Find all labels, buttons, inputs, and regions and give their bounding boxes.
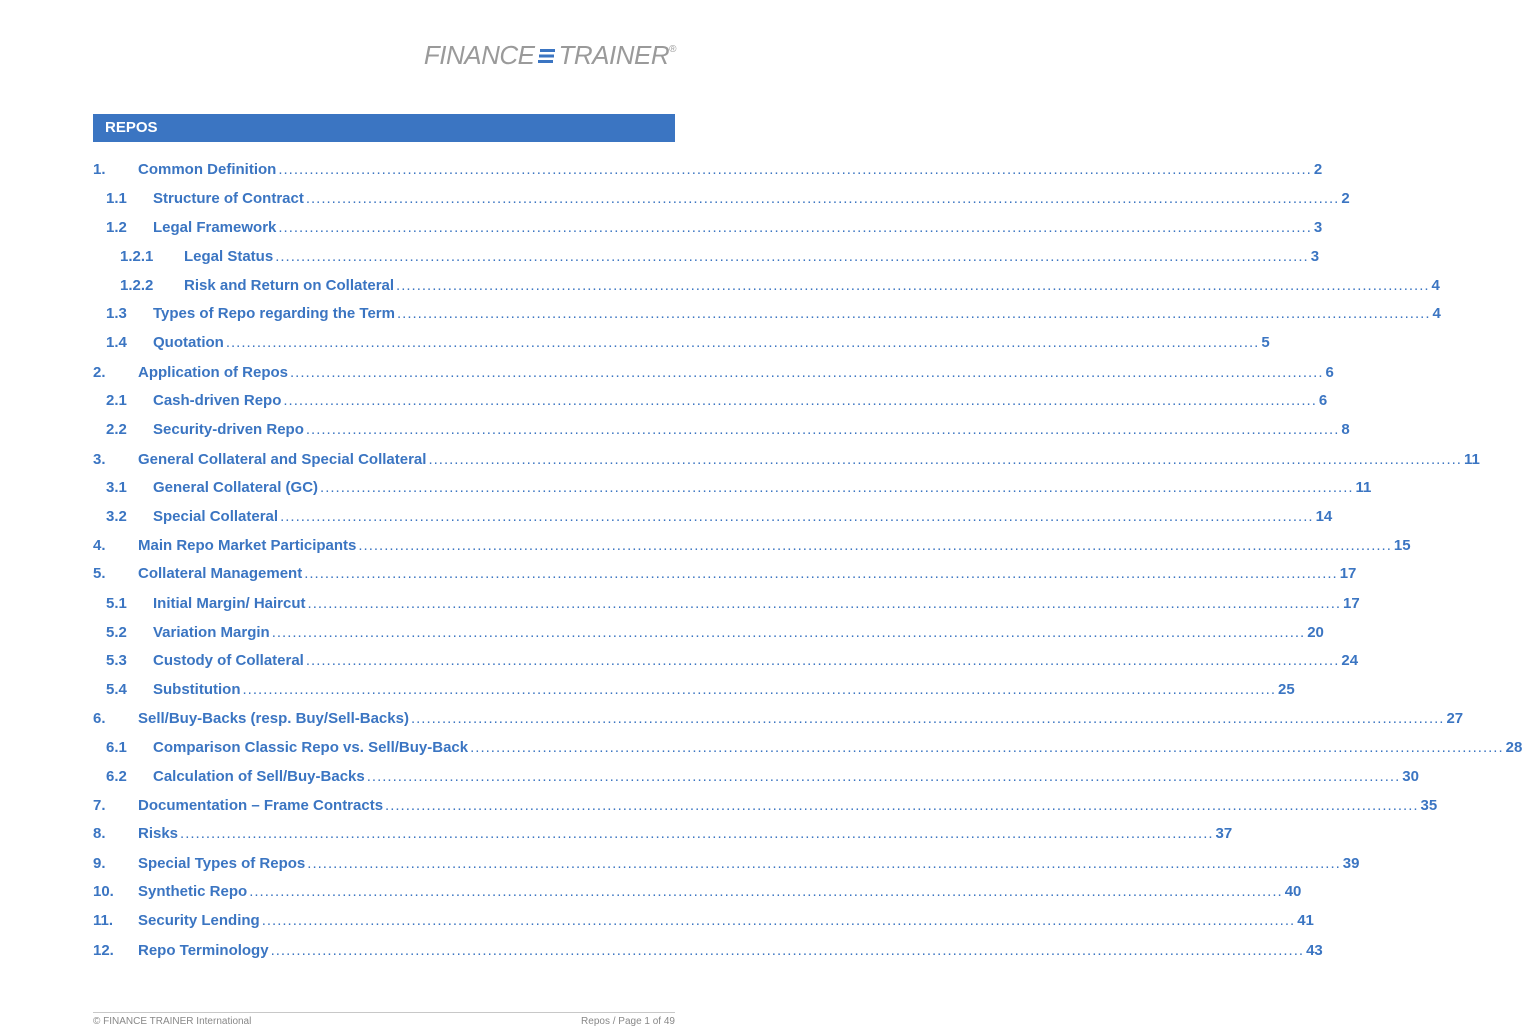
toc-entry[interactable] xyxy=(106,218,1323,238)
toc-entry-page: 2 xyxy=(1313,161,1323,178)
toc-entry-number: 2.1 xyxy=(106,392,127,409)
toc-entry-number: 5.2 xyxy=(106,624,127,641)
toc-dot-leader: ........................................................................................................................................................................................................ xyxy=(283,392,1317,409)
toc-entry-page: 24 xyxy=(1341,652,1359,669)
toc-dot-leader: ........................................................................................................................................................................................................ xyxy=(180,825,1214,842)
toc-entry-page: 4 xyxy=(1432,305,1441,322)
footer-page-number: Repos / Page 1 of 49 xyxy=(581,1016,675,1027)
toc-entry[interactable] xyxy=(106,767,1419,787)
toc-entry-page: 2 xyxy=(1341,190,1350,207)
toc-entry[interactable] xyxy=(93,709,1464,729)
toc-entry-title: Legal Status xyxy=(184,248,274,265)
toc-entry-page: 5 xyxy=(1261,334,1270,351)
toc-entry-title: Risk and Return on Collateral xyxy=(184,277,395,294)
toc-dot-leader: ........................................................................................................................................................................................................ xyxy=(242,681,1276,698)
toc-dot-leader: ........................................................................................................................................................................................................ xyxy=(307,595,1342,612)
toc-entry-title: Legal Framework xyxy=(153,219,277,236)
toc-entry-title: Structure of Contract xyxy=(153,190,304,207)
toc-entry-title: Variation Margin xyxy=(153,624,270,641)
toc-entry-number: 8. xyxy=(93,825,106,842)
toc-entry[interactable] xyxy=(93,450,1480,470)
toc-entry-title: Cash-driven Repo xyxy=(153,392,282,409)
toc-entry-title: Main Repo Market Participants xyxy=(138,537,357,554)
toc-dot-leader: ........................................................................................................................................................................................................ xyxy=(396,277,1430,294)
toc-dot-leader: ........................................................................................................................................................................................................ xyxy=(278,219,1312,236)
toc-entry[interactable] xyxy=(106,478,1372,498)
toc-dot-leader: ........................................................................................................................................................................................................ xyxy=(280,508,1314,525)
toc-entry-number: 1.1 xyxy=(106,190,127,207)
toc-entry-page: 28 xyxy=(1505,739,1522,756)
toc-entry-page: 17 xyxy=(1343,595,1360,612)
logo-registered-mark: ® xyxy=(669,44,676,55)
toc-dot-leader: ........................................................................................................................................................................................................ xyxy=(278,161,1312,178)
toc-entry[interactable] xyxy=(93,941,1323,961)
toc-dot-leader: ........................................................................................................................................................................................................ xyxy=(249,883,1283,900)
toc-entry[interactable] xyxy=(120,247,1320,267)
toc-entry-title: Custody of Collateral xyxy=(153,652,304,669)
toc-entry[interactable] xyxy=(93,854,1360,874)
toc-dot-leader: ........................................................................................................................................................................................................ xyxy=(428,451,1462,468)
toc-entry-page: 6 xyxy=(1325,364,1334,381)
toc-entry[interactable] xyxy=(106,738,1522,758)
toc-entry-number: 6.1 xyxy=(106,739,127,756)
toc-entry-page: 11 xyxy=(1355,479,1372,496)
toc-dot-leader: ........................................................................................................................................................................................................ xyxy=(304,565,1338,582)
toc-entry-number: 1.4 xyxy=(106,334,127,351)
toc-entry-page: 4 xyxy=(1431,277,1440,294)
toc-dot-leader: ........................................................................................................................................................................................................ xyxy=(225,334,1260,351)
toc-dot-leader: ........................................................................................................................................................................................................ xyxy=(305,190,1340,207)
toc-dot-leader: ........................................................................................................................................................................................................ xyxy=(305,421,1340,438)
toc-entry-page: 27 xyxy=(1446,710,1464,727)
toc-entry[interactable] xyxy=(93,911,1314,931)
toc-entry-number: 1. xyxy=(93,161,106,178)
footer-copyright: © FINANCE TRAINER International xyxy=(93,1016,252,1027)
toc-entry-title: Special Types of Repos xyxy=(138,855,306,872)
toc-dot-leader: ........................................................................................................................................................................................................ xyxy=(410,710,1445,727)
toc-entry[interactable] xyxy=(93,564,1357,584)
toc-entry-title: Comparison Classic Repo vs. Sell/Buy-Back xyxy=(153,739,469,756)
logo-text-left: FINANCE xyxy=(423,40,535,70)
toc-entry-page: 25 xyxy=(1277,681,1295,698)
toc-entry-title: Common Definition xyxy=(138,161,277,178)
toc-entry-page: 3 xyxy=(1313,219,1323,236)
toc-dot-leader: ........................................................................................................................................................................................................ xyxy=(305,652,1340,669)
toc-entry-page: 41 xyxy=(1297,912,1314,929)
toc-entry-title: Security-driven Repo xyxy=(153,421,304,438)
toc-entry-title: Special Collateral xyxy=(153,508,279,525)
toc-entry-title: Substitution xyxy=(153,681,241,698)
toc-entry-number: 9. xyxy=(93,855,106,872)
toc-dot-leader: ........................................................................................................................................................................................................ xyxy=(470,739,1504,756)
toc-entry-number: 3.1 xyxy=(106,479,127,496)
toc-entry-page: 37 xyxy=(1215,825,1233,842)
toc-entry-title: Types of Repo regarding the Term xyxy=(153,305,395,322)
toc-entry-number: 1.2 xyxy=(106,219,127,236)
toc-entry[interactable] xyxy=(106,304,1441,324)
toc-entry-number: 4. xyxy=(93,537,106,554)
toc-entry-number: 3. xyxy=(93,451,106,468)
toc-entry-number: 6.2 xyxy=(106,768,127,785)
logo-text-right: TRAINER xyxy=(558,40,670,70)
toc-entry[interactable] xyxy=(106,623,1324,643)
toc-entry[interactable] xyxy=(106,680,1295,700)
toc-entry-number: 2. xyxy=(93,364,106,381)
toc-entry-title: Initial Margin/ Haircut xyxy=(153,595,306,612)
toc-entry[interactable] xyxy=(106,333,1270,353)
finance-trainer-logo xyxy=(424,40,676,71)
toc-entry[interactable] xyxy=(120,276,1440,296)
toc-entry-title: Sell/Buy-Backs (resp. Buy/Sell-Backs) xyxy=(138,710,409,727)
toc-entry-number: 6. xyxy=(93,710,106,727)
toc-entry-number: 2.2 xyxy=(106,421,127,438)
toc-entry-title: Calculation of Sell/Buy-Backs xyxy=(153,768,365,785)
toc-dot-leader: ........................................................................................................................................................................................................ xyxy=(271,624,1306,641)
toc-entry-number: 5. xyxy=(93,565,106,582)
toc-entry[interactable] xyxy=(93,796,1438,816)
toc-entry-number: 3.2 xyxy=(106,508,127,525)
toc-entry-title: Repo Terminology xyxy=(138,942,269,959)
toc-entry-page: 39 xyxy=(1342,855,1360,872)
toc-entry-number: 1.2.1 xyxy=(120,248,154,265)
toc-entry-title: Documentation – Frame Contracts xyxy=(138,797,384,814)
toc-entry-number: 5.1 xyxy=(106,595,127,612)
toc-entry-page: 14 xyxy=(1315,508,1333,525)
toc-entry-page: 3 xyxy=(1310,248,1320,265)
toc-entry-page: 35 xyxy=(1420,797,1438,814)
toc-entry-title: Application of Repos xyxy=(138,364,288,381)
toc-entry-number: 1.3 xyxy=(106,305,127,322)
toc-entry-number: 5.3 xyxy=(106,652,127,669)
toc-entry[interactable] xyxy=(106,420,1350,440)
toc-entry-title: Risks xyxy=(138,825,179,842)
toc-entry-page: 11 xyxy=(1463,451,1480,468)
toc-entry-title: Collateral Management xyxy=(138,565,303,582)
section-header xyxy=(93,114,675,142)
toc-entry-title: Quotation xyxy=(153,334,224,351)
toc-entry-number: 10. xyxy=(93,883,114,900)
toc-entry-page: 15 xyxy=(1393,537,1411,554)
toc-dot-leader: ........................................................................................................................................................................................................ xyxy=(270,942,1305,959)
toc-entry-page: 40 xyxy=(1284,883,1302,900)
toc-dot-leader: ........................................................................................................................................................................................................ xyxy=(290,364,1324,381)
toc-dot-leader: ........................................................................................................................................................................................................ xyxy=(275,248,1309,265)
toc-entry-page: 30 xyxy=(1402,768,1419,785)
toc-entry-number: 5.4 xyxy=(106,681,127,698)
footer-divider xyxy=(93,1012,675,1013)
toc-entry[interactable] xyxy=(106,594,1360,614)
toc-dot-leader: ........................................................................................................................................................................................................ xyxy=(358,537,1392,554)
toc-entry[interactable] xyxy=(93,536,1411,556)
toc-dot-leader: ........................................................................................................................................................................................................ xyxy=(320,479,1354,496)
toc-entry-number: 12. xyxy=(93,942,114,959)
toc-dot-leader: ........................................................................................................................................................................................................ xyxy=(261,912,1296,929)
toc-entry[interactable] xyxy=(106,189,1350,209)
toc-entry-title: General Collateral (GC) xyxy=(153,479,319,496)
toc-entry-title: Security Lending xyxy=(138,912,260,929)
toc-entry-title: Synthetic Repo xyxy=(138,883,248,900)
toc-entry-title: General Collateral and Special Collateral xyxy=(138,451,427,468)
toc-entry[interactable] xyxy=(106,507,1333,527)
toc-dot-leader: ........................................................................................................................................................................................................ xyxy=(366,768,1401,785)
toc-entry[interactable] xyxy=(93,824,1233,844)
toc-entry[interactable] xyxy=(93,363,1334,383)
toc-entry-number: 11. xyxy=(93,912,114,929)
toc-entry-number: 7. xyxy=(93,797,106,814)
logo-bars-icon xyxy=(538,47,556,65)
toc-entry[interactable] xyxy=(93,160,1323,180)
toc-entry[interactable] xyxy=(106,651,1359,671)
toc-entry-page: 43 xyxy=(1306,942,1323,959)
toc-entry-page: 17 xyxy=(1339,565,1357,582)
toc-dot-leader: ........................................................................................................................................................................................................ xyxy=(307,855,1341,872)
toc-entry-page: 20 xyxy=(1307,624,1324,641)
toc-entry-number: 1.2.2 xyxy=(120,277,154,294)
toc-entry[interactable] xyxy=(93,882,1302,902)
section-title: REPOS xyxy=(105,119,158,136)
toc-entry-page: 8 xyxy=(1341,421,1350,438)
toc-dot-leader: ........................................................................................................................................................................................................ xyxy=(385,797,1419,814)
toc-entry-page: 6 xyxy=(1318,392,1328,409)
toc-dot-leader: ........................................................................................................................................................................................................ xyxy=(396,305,1431,322)
toc-entry[interactable] xyxy=(106,391,1328,411)
